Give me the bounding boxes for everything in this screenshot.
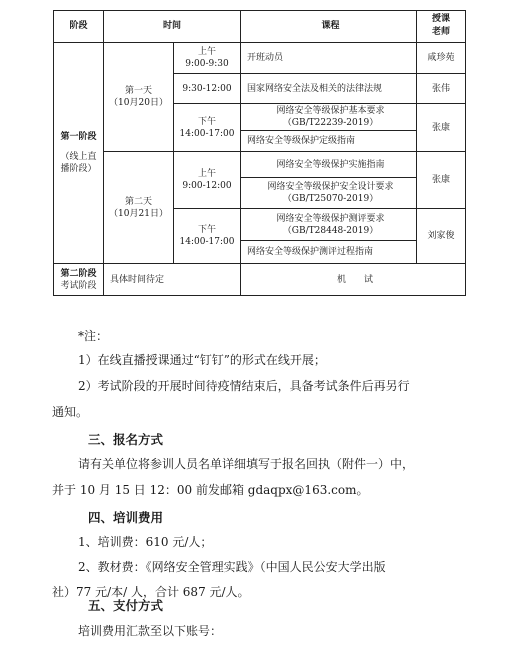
stage2-cell bbox=[54, 264, 104, 296]
day2-am-course1: 网络安全等级保护实施指南 bbox=[241, 152, 417, 177]
header-teacher-line2: 老师 bbox=[432, 27, 451, 38]
note-2-line1: 2）考试阶段的开展时间待疫情结束后，具备考试条件后再另行 bbox=[78, 379, 410, 393]
day1-pm-time: 14:00-17:00 bbox=[179, 128, 235, 139]
day2-am-teacher: 张康 bbox=[417, 152, 466, 209]
header-teacher bbox=[417, 11, 466, 43]
day1-pm-course2: 网络安全等级保护定级指南 bbox=[241, 131, 417, 152]
day2-am-period: 上午 bbox=[198, 169, 217, 180]
day1-pm-course1-line2: （GB/T22239-2019） bbox=[282, 118, 379, 129]
day1-label: 第一天 bbox=[124, 86, 152, 97]
day2-am-course2-line2: （GB/T25070-2019） bbox=[282, 194, 379, 205]
day2-pm-course1-line2: （GB/T28448-2019） bbox=[282, 225, 379, 236]
day1-pm-time-cell bbox=[174, 103, 241, 152]
stage2-course: 机 试 bbox=[241, 264, 466, 296]
day2-pm-course1 bbox=[241, 209, 417, 241]
stage1-cell bbox=[54, 42, 104, 264]
day2-pm-period: 下午 bbox=[198, 225, 217, 236]
day1-am1-time: 9:00-9:30 bbox=[185, 58, 229, 69]
day1-pm-course1-line1: 网络安全等级保护基本要求 bbox=[276, 106, 385, 117]
day2-date: （10月21日） bbox=[109, 208, 168, 219]
section4-heading: 四、培训费用 bbox=[88, 510, 164, 525]
schedule-table bbox=[53, 10, 466, 296]
section3-line1: 请有关单位将参训人员名单详细填写于报名回执（附件一）中， bbox=[78, 457, 415, 471]
day2-pm-time: 14:00-17:00 bbox=[179, 237, 235, 248]
day1-am2-course: 国家网络安全法及相关的法律法规 bbox=[241, 74, 417, 104]
section5-heading: 五、支付方式 bbox=[88, 598, 164, 613]
day2-am-course2 bbox=[241, 177, 417, 209]
section3-line2: 并于 10 月 15 日 12：00 前发邮箱 gdaqpx@163.com。 bbox=[52, 483, 369, 497]
stage2-name: 第二阶段 bbox=[60, 268, 97, 279]
stage2-time: 具体时间待定 bbox=[104, 264, 241, 296]
day1-am1-teacher: 咸珍苑 bbox=[417, 42, 466, 74]
day2-pm-course1-line1: 网络安全等级保护测评要求 bbox=[276, 213, 385, 224]
day1-am2-teacher: 张伟 bbox=[417, 74, 466, 104]
day2-am-course2-line1: 网络安全等级保护安全设计要求 bbox=[267, 182, 394, 193]
day1-pm-teacher: 张康 bbox=[417, 103, 466, 152]
day1-date: （10月20日） bbox=[109, 98, 168, 109]
day2-pm-course2: 网络安全等级保护测评过程指南 bbox=[241, 241, 417, 264]
day2-label: 第二天 bbox=[124, 196, 152, 207]
note-1: 1）在线直播授课通过“钉钉”的形式在线开展； bbox=[78, 353, 326, 367]
header-teacher-line1: 授课 bbox=[432, 14, 451, 25]
stage1-mode-line1: （线上直 bbox=[60, 151, 97, 162]
day1-am1-time-cell bbox=[174, 42, 241, 74]
day2-pm-teacher: 刘家俊 bbox=[417, 209, 466, 264]
day1-pm-period: 下午 bbox=[198, 116, 217, 127]
header-stage: 阶段 bbox=[54, 11, 104, 43]
header-course: 课程 bbox=[241, 11, 417, 43]
section4-item1: 1、培训费：610 元/人； bbox=[78, 535, 213, 549]
day2-am-time-cell bbox=[174, 152, 241, 209]
stage2-mode: 考试阶段 bbox=[60, 280, 97, 291]
day2-cell bbox=[104, 152, 174, 264]
section4-item2-line2: 社）77 元/本/ 人，合计 687 元/人。 bbox=[52, 585, 250, 599]
notes-title: *注： bbox=[78, 329, 109, 343]
day1-am1-period: 上午 bbox=[198, 46, 217, 57]
day1-cell bbox=[104, 42, 174, 152]
day1-am2-time: 9:30-12:00 bbox=[174, 74, 241, 104]
section4-item2-line1: 2、教材费：《网络安全管理实践》（中国人民公安大学出版 bbox=[78, 560, 386, 574]
section3-heading: 三、报名方式 bbox=[88, 432, 164, 447]
day2-am-time: 9:00-12:00 bbox=[182, 181, 232, 192]
note-2-line2: 通知。 bbox=[52, 405, 89, 419]
stage1-name: 第一阶段 bbox=[60, 131, 97, 142]
day2-pm-time-cell bbox=[174, 209, 241, 264]
section5-line1: 培训费用汇款至以下账号： bbox=[78, 624, 223, 638]
day1-pm-course1 bbox=[241, 103, 417, 130]
header-time: 时间 bbox=[104, 11, 241, 43]
day1-am1-course: 开班动员 bbox=[241, 42, 417, 74]
stage1-mode-line2: 播阶段） bbox=[60, 163, 97, 174]
